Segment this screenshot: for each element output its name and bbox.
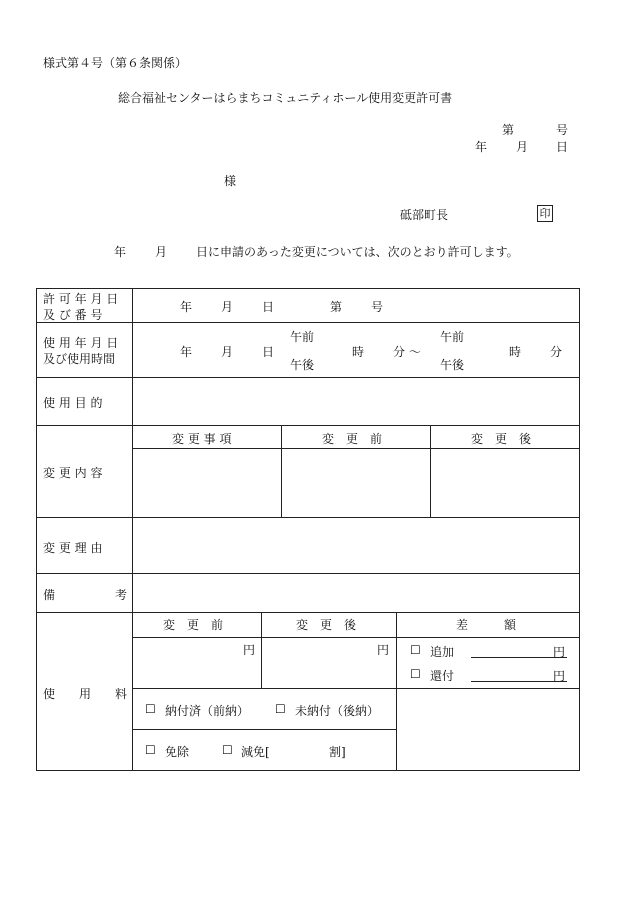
issuer-name: 砥部町長 bbox=[400, 208, 449, 222]
reduced-label: 減免[ bbox=[241, 745, 270, 759]
change-content-label: 変 更 内 容 bbox=[43, 466, 103, 480]
start-pm: 午後 bbox=[290, 358, 315, 372]
fee-difference-header: 差 額 bbox=[456, 618, 517, 632]
end-hour: 時 bbox=[509, 345, 522, 359]
fee-before-yen: 円 bbox=[243, 643, 256, 657]
remarks-label-right: 考 bbox=[115, 588, 128, 602]
change-item-header: 変 更 事 項 bbox=[172, 432, 232, 446]
change-reason-label: 変 更 理 由 bbox=[43, 541, 103, 555]
unpaid-label: 未納付（後納） bbox=[295, 704, 380, 718]
unpaid-checkbox[interactable]: ☐ bbox=[275, 702, 286, 716]
end-pm: 午後 bbox=[440, 358, 465, 372]
exempt-checkbox[interactable]: ☐ bbox=[145, 743, 156, 757]
purpose-label: 使 用 目 的 bbox=[43, 396, 103, 410]
refund-label: 還付 bbox=[430, 669, 455, 683]
fee-before-header: 変 更 前 bbox=[163, 618, 224, 632]
paid-label: 納付済（前納） bbox=[165, 704, 250, 718]
usage-month: 月 bbox=[221, 345, 234, 359]
permit-date-label-1: 許 可 年 月 日 bbox=[43, 292, 119, 306]
usage-date-label-1: 使 用 年 月 日 bbox=[43, 336, 119, 350]
statement-month: 月 bbox=[155, 245, 168, 259]
refund-yen: 円 bbox=[553, 669, 566, 683]
form-number: 様式第４号（第６条関係） bbox=[43, 56, 188, 70]
document-title: 総合福祉センターはらまちコミュニティホール使用変更許可書 bbox=[118, 91, 453, 105]
exempt-label: 免除 bbox=[165, 745, 190, 759]
doc-number-dai: 第 bbox=[502, 123, 515, 137]
statement-year: 年 bbox=[114, 245, 127, 259]
fee-after-yen: 円 bbox=[377, 643, 390, 657]
usage-year: 年 bbox=[180, 345, 193, 359]
add-yen: 円 bbox=[553, 645, 566, 659]
add-checkbox[interactable]: ☐ bbox=[410, 643, 421, 657]
paid-checkbox[interactable]: ☐ bbox=[145, 702, 156, 716]
remarks-label-left: 備 bbox=[43, 588, 56, 602]
start-hour: 時 bbox=[352, 345, 365, 359]
reduced-checkbox[interactable]: ☐ bbox=[222, 743, 233, 757]
addressee-honorific: 様 bbox=[224, 174, 237, 188]
doc-date-year: 年 bbox=[475, 140, 488, 154]
change-after-header: 変 更 後 bbox=[471, 432, 532, 446]
usage-date-label-2: 及び使用時間 bbox=[43, 352, 116, 366]
end-minute: 分 bbox=[550, 345, 563, 359]
permit-number-dai: 第 bbox=[330, 300, 343, 314]
permit-date-label-2: 及 び 番 号 bbox=[43, 308, 103, 322]
start-minute-tilde: 分 ～ bbox=[393, 345, 421, 359]
doc-number-go: 号 bbox=[556, 123, 569, 137]
add-label: 追加 bbox=[430, 645, 455, 659]
fee-label-left: 使 bbox=[43, 687, 56, 701]
refund-checkbox[interactable]: ☐ bbox=[410, 667, 421, 681]
usage-day: 日 bbox=[262, 345, 275, 359]
reduced-suffix: 割] bbox=[329, 745, 346, 759]
seal-mark: 印 bbox=[537, 205, 553, 222]
permit-month: 月 bbox=[221, 300, 234, 314]
fee-label-right: 料 bbox=[115, 687, 128, 701]
doc-date-day: 日 bbox=[556, 140, 569, 154]
permit-year: 年 bbox=[180, 300, 193, 314]
permit-number-go: 号 bbox=[371, 300, 384, 314]
end-am: 午前 bbox=[440, 330, 465, 344]
fee-label-mid: 用 bbox=[79, 687, 92, 701]
permit-day: 日 bbox=[262, 300, 275, 314]
statement-text: 日に申請のあった変更については、次のとおり許可します。 bbox=[196, 245, 519, 259]
start-am: 午前 bbox=[290, 330, 315, 344]
fee-after-header: 変 更 後 bbox=[296, 618, 357, 632]
change-before-header: 変 更 前 bbox=[322, 432, 383, 446]
doc-date-month: 月 bbox=[516, 140, 529, 154]
